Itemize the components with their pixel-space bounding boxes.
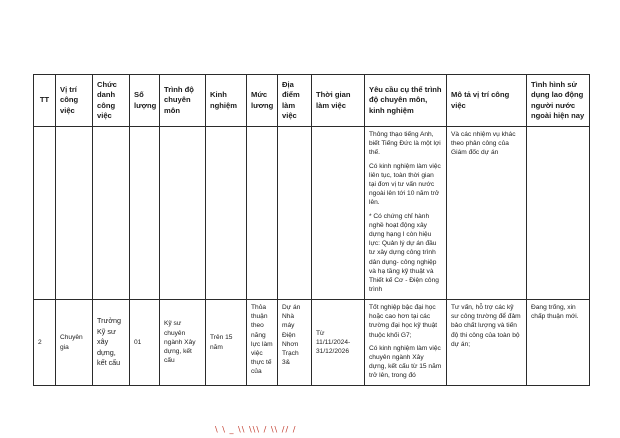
cell-tt: 2 — [34, 300, 56, 386]
cell-muc-luong — [247, 127, 278, 300]
cell-vi-tri: Chuyên gia — [56, 300, 93, 386]
cell-muc-luong: Thỏa thuận theo năng lực làm việc thực tế của — [247, 300, 278, 386]
cell-dia-diem — [278, 127, 312, 300]
cell-tt — [34, 127, 56, 300]
cell-kinh-nghiem: Trên 15 năm — [206, 300, 247, 386]
cell-kinh-nghiem — [206, 127, 247, 300]
header-yeu-cau: Yêu cầu cụ thể trình độ chuyên môn, kinh nghiệm — [365, 75, 447, 127]
cell-tinh-hinh — [527, 127, 590, 300]
table-header-row — [34, 75, 590, 127]
requirement-paragraph: Có kinh nghiệm làm việc chuyên ngành Xây dựng, kết cấu từ 15 năm trở lên, trong đó — [369, 344, 442, 380]
cell-trinh-do: Kỹ sư chuyên ngành Xây dựng, kết cấu — [160, 300, 206, 386]
header-tinh-hinh: Tình hình sử dụng lao động người nước ngoài hiện nay — [527, 75, 590, 127]
requirement-paragraph: Tốt nghiệp bậc đại học hoặc cao hơn tại các trường đại học kỹ thuật thuộc khối G7; — [369, 304, 438, 339]
cell-vi-tri — [56, 127, 93, 300]
cell-mo-ta: Và các nhiệm vụ khác theo phân công của Giám đốc dự án — [447, 127, 527, 300]
header-thoi-gian: Thời gian làm việc — [312, 75, 365, 127]
table-row — [34, 127, 590, 300]
header-muc-luong: Mức lương — [247, 75, 278, 127]
requirement-paragraph: Thông thạo tiếng Anh, biết Tiếng Đức là một lợi thế. — [369, 131, 441, 157]
cell-thoi-gian — [312, 127, 365, 300]
header-kinh-nghiem: Kinh nghiệm — [206, 75, 247, 127]
header-vi-tri: Vị trí công việc — [56, 75, 93, 127]
table-row — [34, 300, 590, 386]
header-tt: TT — [34, 75, 56, 127]
job-positions-table — [33, 74, 590, 386]
cell-trinh-do — [160, 127, 206, 300]
cell-chuc-danh: Trưởng Kỹ sư xây dựng, kết cấu — [93, 300, 130, 386]
cell-dia-diem: Dự án Nhà máy Điện Nhơn Trạch 3& — [278, 300, 312, 386]
header-trinh-do: Trình độ chuyên môn — [160, 75, 206, 127]
cell-so-luong: 01 — [130, 300, 160, 386]
header-dia-diem: Địa điểm làm việc — [278, 75, 312, 127]
cell-tinh-hinh: Đang trống, xin chấp thuận mới. — [527, 300, 590, 386]
cell-thoi-gian: Từ 11/11/2024-31/12/2026 — [312, 300, 365, 386]
handwritten-mark: \ \ _ \\ \\\ / \\ // / — [215, 425, 297, 434]
cell-yeu-cau — [365, 300, 447, 386]
cell-chuc-danh — [93, 127, 130, 300]
requirement-paragraph: * Có chứng chỉ hành nghề hoạt động xây dựng hạng I còn hiệu lực: Quản lý dự án đầu tư xây dựng công trình dân dụng- công nghiệp và hạ tầng kỹ thuật và Thiết kế Cơ - Điện công trình — [369, 212, 439, 294]
header-mo-ta: Mô tả vị trí công việc — [447, 75, 527, 127]
requirement-paragraph: Có kinh nghiệm làm việc liên tục, toàn thời gian tại đơn vị tư vấn nước ngoài lên tới 10 năm trở lên. — [369, 162, 441, 207]
header-chuc-danh: Chức danh công việc — [93, 75, 130, 127]
header-so-luong: Số lượng — [130, 75, 160, 127]
cell-yeu-cau — [365, 127, 447, 300]
cell-mo-ta: Tư vấn, hỗ trợ các kỹ sư công trường để đảm bảo chất lượng và tiến độ thi công của toàn bộ dự án; — [447, 300, 527, 386]
cell-so-luong — [130, 127, 160, 300]
